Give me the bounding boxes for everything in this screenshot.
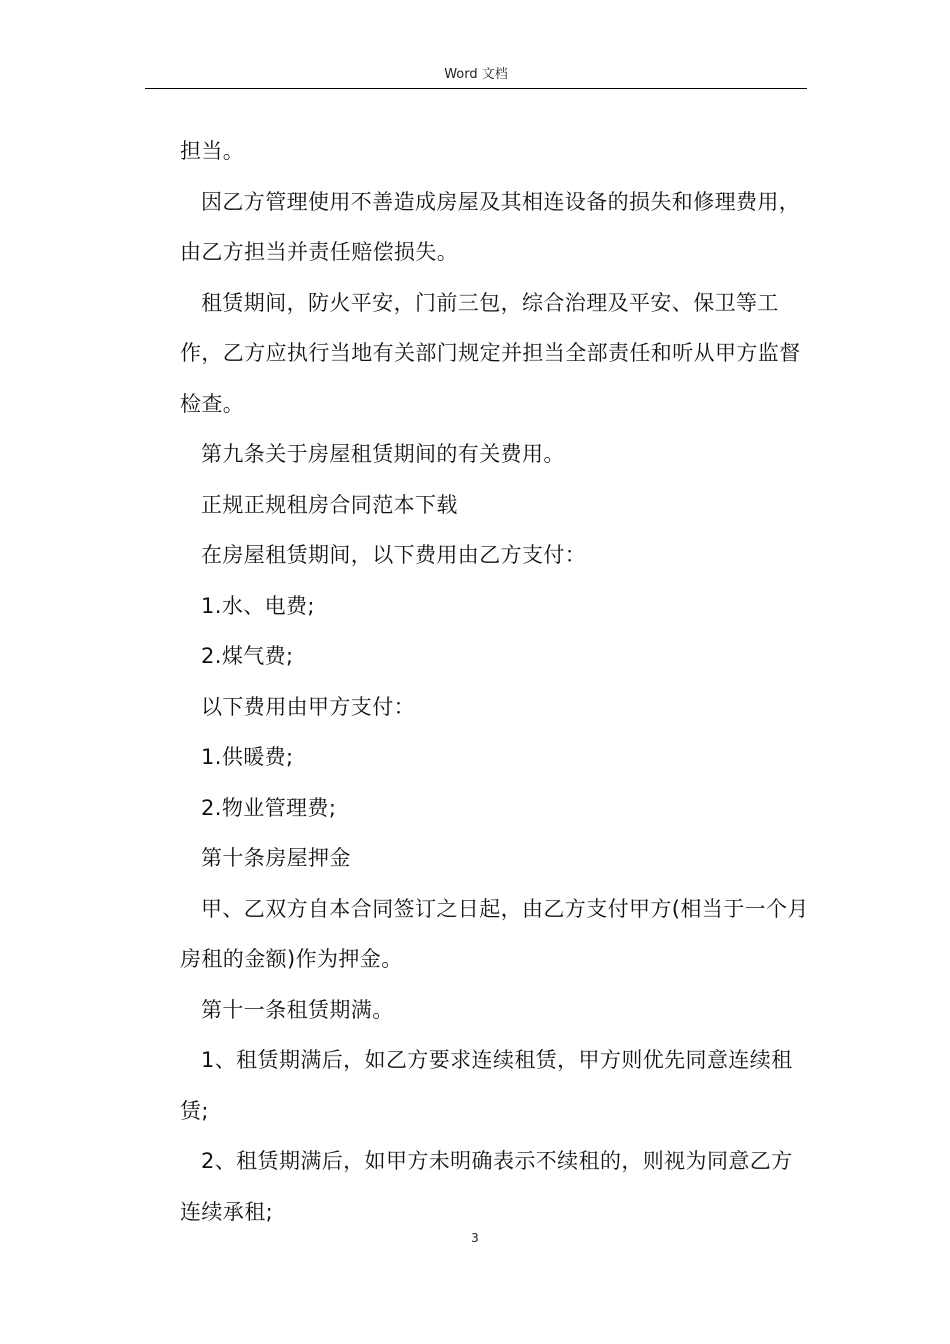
- paragraph: 正规正规租房合同范本下载: [201, 492, 458, 517]
- page-number: 3: [471, 1231, 479, 1245]
- paragraph: 租赁期间，防火平安，门前三包，综合治理及平安、保卫等工作，乙方应执行当地有关部门规定并担当全部责任和听从甲方监督检查。: [180, 290, 801, 416]
- paragraph: 1.供暖费;: [201, 745, 294, 769]
- paragraph: 2.物业管理费;: [201, 795, 337, 820]
- paragraph: 第十一条租赁期满。: [201, 997, 394, 1022]
- paragraph: 2、租赁期满后，如甲方未明确表示不续租的，则视为同意乙方连续承租;: [180, 1149, 793, 1224]
- paragraph: 因乙方管理使用不善造成房屋及其相连设备的损失和修理费用，由乙方担当并责任赔偿损失。: [180, 189, 801, 264]
- paragraph: 以下费用由甲方支付：: [201, 694, 415, 719]
- paragraph: 1.水、电费;: [201, 593, 315, 618]
- paragraph: 甲、乙双方自本合同签订之日起，由乙方支付甲方(相当于一个月房租的金额)作为押金。: [180, 896, 809, 971]
- header-divider: [145, 88, 807, 89]
- page-header: Word 文档: [444, 67, 508, 82]
- paragraph: 1、租赁期满后，如乙方要求连续租赁，甲方则优先同意连续租赁;: [180, 1048, 793, 1123]
- document-body: [180, 126, 810, 1237]
- paragraph: 第九条关于房屋租赁期间的有关费用。: [201, 442, 565, 466]
- paragraph: 2.煤气费;: [201, 644, 294, 668]
- paragraph: 担当。: [180, 139, 245, 163]
- paragraph: 在房屋租赁期间，以下费用由乙方支付：: [201, 543, 587, 567]
- paragraph: 第十条房屋押金: [201, 846, 351, 870]
